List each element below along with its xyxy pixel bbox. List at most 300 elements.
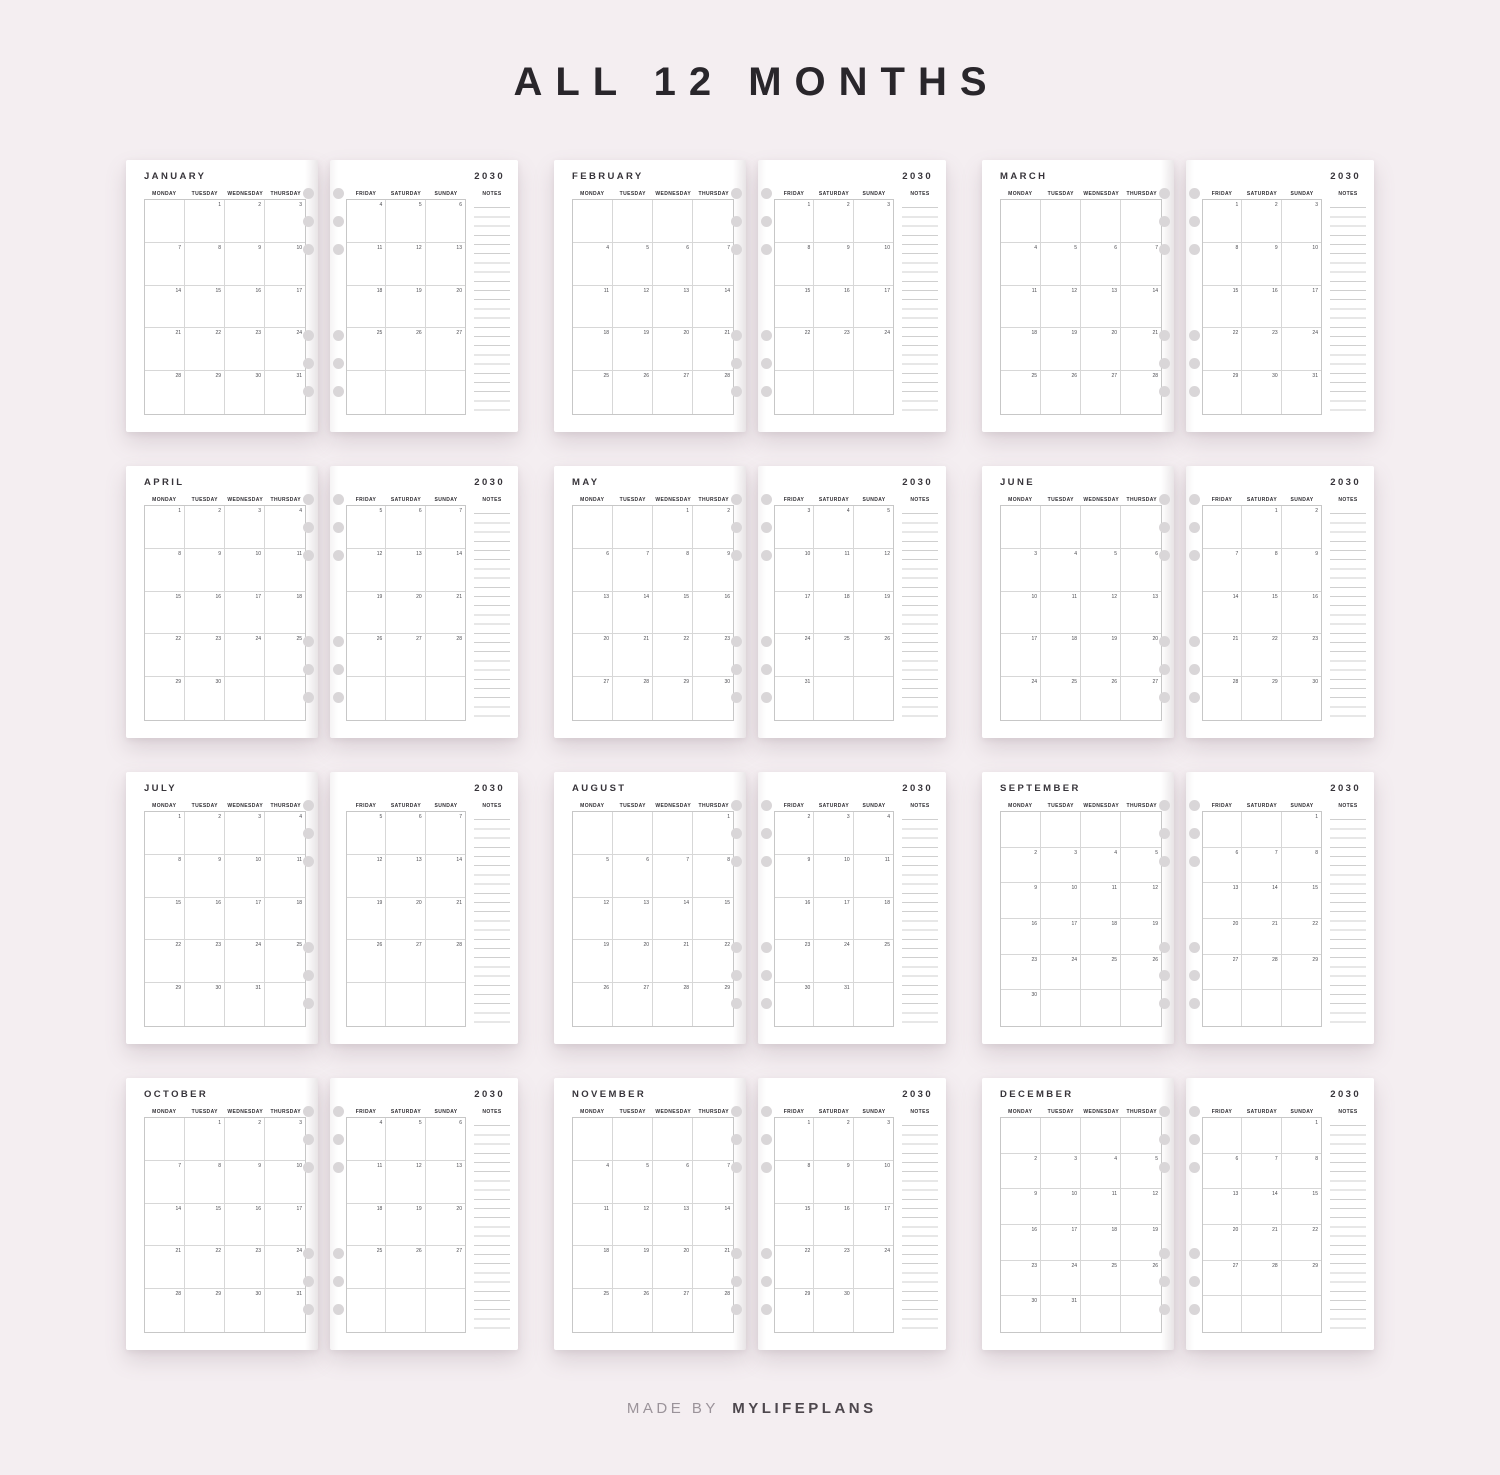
notes-label: NOTES [482,497,502,503]
date-cell: 24 [814,940,853,983]
notes-column [1330,190,1366,415]
date-cell: 29 [724,985,730,992]
notes-column [902,190,938,415]
day-header: MONDAY [152,1109,177,1115]
date-cell: 17 [854,286,893,329]
notes-column [474,802,510,1027]
date-cell: 14 [693,1204,733,1247]
binder-hole [1189,664,1200,675]
date-cell: 21 [426,592,465,635]
date-cell: 13 [426,243,465,286]
binder-hole [731,1276,742,1287]
date-cell: 20 [653,328,693,371]
right-day-columns [346,496,466,721]
date-cell: 16 [775,898,814,941]
date-cell: 1 [653,506,693,549]
binder-holes [731,466,742,738]
date-cell: 6 [653,243,693,286]
calendar-left-page [126,466,318,738]
date-cell: 21 [1242,1225,1281,1261]
binder-hole [303,998,314,1009]
date-cell: 7 [1242,848,1281,884]
calendar-right-page [330,1078,518,1350]
binder-hole [333,244,344,255]
date-grid-fri-sun [774,1117,894,1333]
date-cell: 19 [386,1204,425,1247]
date-cell: 4 [1081,848,1121,884]
date-grid-fri-sun [346,1117,466,1333]
binder-holes [303,160,314,432]
date-grid-fri-sun [1202,811,1322,1027]
date-grid-fri-sun [346,199,466,415]
date-cell: 17 [1041,1225,1081,1261]
date-cell: 18 [1001,328,1041,371]
date-cell: 14 [1121,286,1161,329]
binder-holes [303,772,314,1044]
date-cell: 21 [693,328,733,371]
date-cell [1041,506,1081,549]
date-cell: 30 [185,677,225,720]
binder-hole [731,856,742,867]
date-cell: 1 [775,200,814,243]
date-cell: 9 [775,855,814,898]
date-cell: 30 [814,1289,853,1332]
date-grid-mon-thu [572,505,734,721]
date-cell: 20 [1203,919,1242,955]
notes-column [474,190,510,415]
day-header-row [774,802,894,811]
binder-holes [1189,772,1200,1044]
date-grid-fri-sun [774,505,894,721]
day-header: MONDAY [580,1109,605,1115]
left-page-content [1000,190,1162,415]
binder-hole [1189,1304,1200,1315]
date-cell: 2 [185,812,225,855]
left-page-content [572,190,734,415]
date-cell: 8 [1203,243,1242,286]
date-cell: 16 [1242,286,1281,329]
binder-hole [731,1106,742,1117]
date-cell: 7 [426,506,465,549]
day-header: TUESDAY [1047,803,1074,809]
notes-ruled-lines [902,811,938,1027]
right-day-columns [1202,802,1322,1027]
date-cell [693,200,733,243]
left-page-content [144,496,306,721]
date-cell: 8 [145,549,185,592]
date-cell: 15 [775,1204,814,1247]
date-cell: 2 [814,200,853,243]
right-page-content [1202,190,1366,415]
date-cell: 16 [814,1204,853,1247]
date-cell: 4 [265,506,305,549]
date-cell: 20 [426,1204,465,1247]
date-cell: 9 [185,855,225,898]
notes-column [1330,496,1366,721]
date-cell: 27 [426,1246,465,1289]
date-cell: 29 [653,677,693,720]
binder-hole [1159,1304,1170,1315]
binder-hole [303,244,314,255]
date-cell: 15 [185,286,225,329]
date-grid-mon-thu [144,199,306,415]
binder-hole [761,1248,772,1259]
date-cell: 3 [1001,549,1041,592]
footer-made-by-label: MADE BY [626,1400,719,1417]
notes-column [474,1108,510,1333]
date-cell: 16 [185,592,225,635]
date-cell: 13 [1121,592,1161,635]
binder-hole [303,188,314,199]
binder-hole [303,1276,314,1287]
binder-hole [731,664,742,675]
date-cell [1203,812,1242,848]
binder-hole [303,386,314,397]
date-cell: 16 [814,286,853,329]
notes-label: NOTES [1338,803,1358,809]
date-grid-mon-thu [144,811,306,1027]
day-header: THURSDAY [1126,1109,1158,1115]
date-cell: 13 [1081,286,1121,329]
binder-hole [761,386,772,397]
binder-hole [731,358,742,369]
date-cell: 28 [1203,677,1242,720]
date-cell: 24 [265,1246,305,1289]
date-cell: 19 [347,898,386,941]
date-cell: 14 [1203,592,1242,635]
date-cell [386,983,425,1026]
day-header-row [1000,496,1162,505]
binder-hole [1189,828,1200,839]
date-cell: 25 [1081,955,1121,991]
date-cell: 15 [1242,592,1281,635]
notes-header [474,802,510,811]
date-cell: 23 [185,940,225,983]
day-header: TUESDAY [1047,1109,1074,1115]
date-cell: 23 [225,328,265,371]
notes-ruled-lines [902,199,938,415]
day-header: FRIDAY [783,497,805,503]
binder-hole [761,1106,772,1117]
date-cell: 28 [613,677,653,720]
date-cell [265,677,305,720]
date-cell [426,371,465,414]
day-header: WEDNESDAY [655,1109,692,1115]
date-cell: 4 [814,506,853,549]
date-cell: 13 [653,1204,693,1247]
date-cell [1121,812,1161,848]
date-cell [1282,1296,1321,1332]
binder-hole [1189,856,1200,867]
calendar-left-page [554,1078,746,1350]
date-cell: 29 [185,1289,225,1332]
date-cell: 15 [775,286,814,329]
calendar-left-page [126,160,318,432]
date-cell: 18 [265,898,305,941]
date-cell: 30 [775,983,814,1026]
right-day-columns [774,190,894,415]
date-cell: 27 [386,940,425,983]
binder-hole [1189,1276,1200,1287]
date-cell: 26 [386,1246,425,1289]
date-cell: 18 [1081,919,1121,955]
date-cell: 8 [775,1161,814,1204]
binder-hole [1189,1248,1200,1259]
day-header-row [572,190,734,199]
right-day-columns [774,802,894,1027]
date-cell: 14 [145,286,185,329]
date-cell: 1 [1282,812,1321,848]
day-header: FRIDAY [783,803,805,809]
date-cell [1041,200,1081,243]
date-cell: 19 [573,940,613,983]
date-cell: 13 [1203,883,1242,919]
binder-holes [333,160,344,432]
date-cell: 13 [426,1161,465,1204]
date-cell: 22 [775,328,814,371]
date-cell: 6 [426,200,465,243]
notes-column [1330,1108,1366,1333]
date-cell: 5 [1121,1154,1161,1190]
date-cell: 1 [185,1118,225,1161]
year-label: 2030 [1330,171,1361,182]
date-cell [1041,812,1081,848]
date-cell: 20 [1203,1225,1242,1261]
date-cell: 6 [1203,1154,1242,1190]
date-cell: 17 [814,898,853,941]
date-cell: 29 [775,1289,814,1332]
date-cell: 13 [386,855,425,898]
binder-hole [1189,800,1200,811]
date-cell: 27 [1152,679,1158,686]
day-header: FRIDAY [1211,497,1233,503]
binder-holes [731,1078,742,1350]
right-day-columns [346,190,466,415]
day-header: SATURDAY [818,803,850,809]
date-cell: 1 [1203,200,1242,243]
day-header: SATURDAY [390,803,422,809]
month-spread [554,1078,946,1350]
day-header: FRIDAY [1211,1109,1233,1115]
binder-hole [1159,970,1170,981]
date-cell: 21 [693,1246,733,1289]
binder-hole [303,856,314,867]
date-cell: 3 [265,1118,305,1161]
date-cell: 25 [814,634,853,677]
binder-hole [1159,692,1170,703]
date-cell: 20 [426,286,465,329]
date-cell: 3 [814,812,853,855]
day-header: TUESDAY [619,803,646,809]
date-cell [1081,506,1121,549]
binder-hole [761,358,772,369]
date-cell [1282,990,1321,1026]
date-cell: 28 [1242,955,1281,991]
binder-hole [761,550,772,561]
month-spread [554,466,946,738]
day-header: FRIDAY [783,1109,805,1115]
notes-column [902,802,938,1027]
date-cell: 16 [693,592,733,635]
right-page-content [346,190,510,415]
binder-hole [1189,1134,1200,1145]
date-cell [613,1118,653,1161]
date-cell: 28 [426,940,465,983]
date-cell: 17 [775,592,814,635]
binder-hole [761,494,772,505]
binder-hole [761,664,772,675]
month-spread [554,160,946,432]
left-page-content [1000,1108,1162,1333]
date-cell: 1 [145,812,185,855]
date-cell [347,371,386,414]
binder-hole [731,970,742,981]
binder-holes [731,160,742,432]
date-grid-mon-thu [1000,199,1162,415]
month-name-label: MAY [572,477,600,488]
notes-header [1330,190,1366,199]
binder-hole [303,664,314,675]
binder-hole [731,494,742,505]
binder-hole [761,692,772,703]
year-label: 2030 [902,171,933,182]
notes-label: NOTES [1338,497,1358,503]
date-cell: 24 [1282,328,1321,371]
date-cell [1081,990,1121,1026]
date-grid-mon-thu [1000,505,1162,721]
binder-hole [333,522,344,533]
month-name-label: OCTOBER [144,1089,209,1100]
month-spread [126,772,518,1044]
notes-label: NOTES [910,1109,930,1115]
date-cell: 30 [225,1289,265,1332]
binder-hole [1189,216,1200,227]
date-cell: 12 [386,1161,425,1204]
binder-hole [1159,856,1170,867]
date-cell: 16 [225,286,265,329]
day-header: THURSDAY [270,803,302,809]
date-cell: 22 [145,940,185,983]
notes-column [474,496,510,721]
month-name-label: MARCH [1000,171,1048,182]
binder-hole [1159,998,1170,1009]
date-cell [814,371,853,414]
month-spread [982,772,1374,1044]
notes-label: NOTES [910,803,930,809]
date-cell [1001,1118,1041,1154]
date-cell: 2 [1001,1154,1041,1190]
date-grid-fri-sun [1202,1117,1322,1333]
date-cell [1242,812,1281,848]
day-header: TUESDAY [619,1109,646,1115]
binder-hole [333,386,344,397]
date-cell: 27 [1081,371,1121,414]
binder-hole [303,550,314,561]
date-cell [653,812,693,855]
date-grid-mon-thu [1000,1117,1162,1333]
date-cell: 6 [1203,848,1242,884]
date-cell [1001,812,1041,848]
date-cell: 15 [185,1204,225,1247]
date-cell: 12 [854,549,893,592]
date-cell: 11 [573,286,613,329]
day-header: WEDNESDAY [655,803,692,809]
day-header: THURSDAY [1126,497,1158,503]
binder-hole [303,216,314,227]
binder-hole [1189,692,1200,703]
date-cell: 26 [613,371,653,414]
date-cell: 7 [145,1161,185,1204]
date-cell: 2 [185,506,225,549]
year-label: 2030 [1330,477,1361,488]
day-header: MONDAY [1008,1109,1033,1115]
binder-hole [1159,550,1170,561]
date-cell: 23 [1001,1261,1041,1297]
right-day-columns [1202,496,1322,721]
date-cell: 23 [1242,328,1281,371]
date-cell: 21 [145,1246,185,1289]
date-cell [854,371,893,414]
day-header: WEDNESDAY [227,497,264,503]
binder-hole [303,692,314,703]
date-cell: 11 [1041,592,1081,635]
binder-holes [761,466,772,738]
date-cell: 1 [775,1118,814,1161]
day-header: MONDAY [580,191,605,197]
calendar-right-page [758,160,946,432]
date-cell: 9 [1282,549,1321,592]
date-cell: 24 [854,1246,893,1289]
date-cell: 24 [1001,677,1041,720]
date-cell: 5 [1081,549,1121,592]
binder-hole [1159,828,1170,839]
date-cell: 31 [296,373,302,380]
date-cell: 25 [347,1246,386,1289]
month-name-label: JULY [144,783,178,794]
month-spread [982,160,1374,432]
page-title: ALL 12 MONTHS [513,60,1000,104]
day-header-row [774,496,894,505]
date-cell: 25 [573,1289,613,1332]
date-cell [426,677,465,720]
date-cell: 15 [1203,286,1242,329]
calendar-right-page [330,466,518,738]
date-cell: 6 [613,855,653,898]
date-cell: 14 [693,286,733,329]
date-cell: 22 [185,328,225,371]
date-cell: 24 [1041,955,1081,991]
date-cell: 20 [573,634,613,677]
binder-hole [761,970,772,981]
date-cell: 22 [185,1246,225,1289]
date-cell: 3 [225,812,265,855]
date-cell: 29 [145,677,185,720]
footer-credit [0,1400,1500,1417]
month-spread [554,772,946,1044]
date-cell: 11 [265,855,305,898]
day-header: FRIDAY [355,191,377,197]
date-cell: 14 [1242,883,1281,919]
date-cell: 20 [1121,634,1161,677]
notes-header [902,496,938,505]
date-cell: 24 [225,634,265,677]
date-cell: 18 [347,286,386,329]
date-cell: 14 [653,898,693,941]
binder-hole [1159,522,1170,533]
binder-hole [333,330,344,341]
date-cell: 2 [225,200,265,243]
date-cell: 10 [854,243,893,286]
